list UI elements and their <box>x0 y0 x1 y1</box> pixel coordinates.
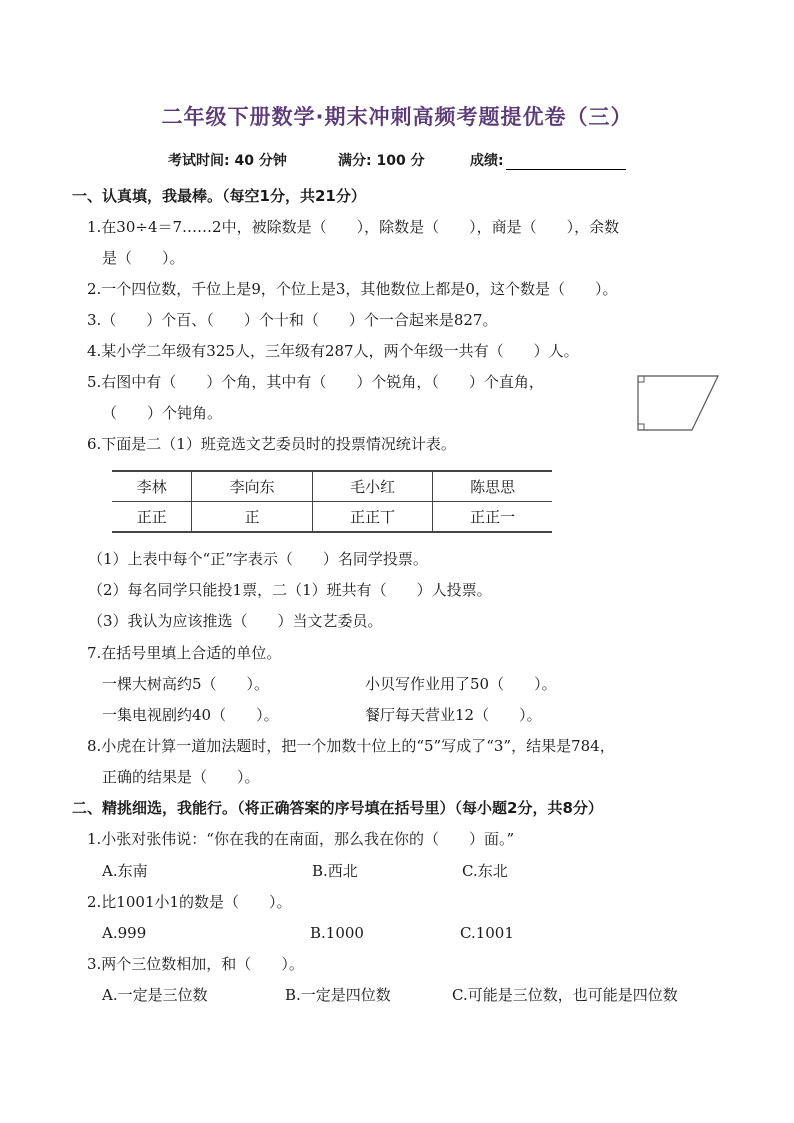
mc-q1: 1.小张对张伟说：“你在我的在南面，那么我在你的（ ）面。” <box>87 830 515 848</box>
table-row <box>112 502 552 533</box>
q6-sub3: （3）我认为应该推选（ ）当文艺委员。 <box>88 612 383 630</box>
q7-c: 一集电视剧约40（ ）。 <box>102 706 279 724</box>
mc-q2-option-c: C.1001 <box>460 924 514 942</box>
q7-a: 一棵大树高约5（ ）。 <box>102 675 270 693</box>
tally-cell: 正正丅 <box>312 502 432 533</box>
section1-heading: 一、认真填，我最棒。（每空1分，共21分） <box>72 187 366 205</box>
q6-sub2: （2）每名同学只能投1票，二（1）班共有（ ）人投票。 <box>88 581 492 599</box>
score-field <box>470 150 626 170</box>
tally-cell: 正正一 <box>433 502 552 533</box>
mc-q2-option-a: A.999 <box>102 924 147 942</box>
table-header-cell: 陈思思 <box>433 471 552 502</box>
table-header-row <box>112 471 552 502</box>
q7: 7.在括号里填上合适的单位。 <box>87 644 282 662</box>
mc-q3-option-c: C.可能是三位数，也可能是四位数 <box>452 986 678 1004</box>
q4: 4.某小学二年级有325人，三年级有287人，两个年级一共有（ ）人。 <box>87 342 579 360</box>
score-blank <box>506 155 626 170</box>
q7-d: 餐厅每天营业12（ ）。 <box>365 706 542 724</box>
vote-table <box>112 470 552 533</box>
q8-line1: 8.小虎在计算一道加法题时，把一个加数十位上的“5”写成了“3”，结果是784， <box>87 737 615 755</box>
q6: 6.下面是二（1）班竞选文艺委员时的投票情况统计表。 <box>87 435 456 453</box>
q5-line1: 5.右图中有（ ）个角，其中有（ ）个锐角，（ ）个直角， <box>87 373 544 391</box>
mc-q3-option-a: A.一定是三位数 <box>102 986 208 1004</box>
q5-line2: （ ）个钝角。 <box>102 404 223 422</box>
table-header-cell: 李林 <box>112 471 192 502</box>
trapezoid-figure <box>630 372 722 434</box>
score-label: 成绩: <box>470 153 504 169</box>
tally-cell: 正 <box>192 502 312 533</box>
full-score: 满分: 100 分 <box>338 153 425 169</box>
q2: 2.一个四位数，千位上是9，个位上是3，其他数位上都是0，这个数是（ ）。 <box>87 280 618 298</box>
mc-q2: 2.比1001小1的数是（ ）。 <box>87 893 292 911</box>
q1-line1: 1.在30÷4＝7……2中，被除数是（ ），除数是（ ），商是（ ），余数 <box>87 218 620 236</box>
mc-q1-option-b: B.西北 <box>312 862 358 880</box>
table-header-cell: 李向东 <box>192 471 312 502</box>
q6-sub1: （1）上表中每个“正”字表示（ ）名同学投票。 <box>88 550 428 568</box>
tally-cell: 正正 <box>112 502 192 533</box>
table-header-cell: 毛小红 <box>312 471 432 502</box>
mc-q3: 3.两个三位数相加，和（ ）。 <box>87 955 304 973</box>
page-title: 二年级下册数学·期末冲刺高频考题提优卷（三） <box>161 105 633 129</box>
mc-q1-option-c: C.东北 <box>462 862 508 880</box>
exam-time: 考试时间: 40 分钟 <box>168 153 287 169</box>
q1-line2: 是（ ）。 <box>102 249 185 267</box>
section2-heading: 二、精挑细选，我能行。（将正确答案的序号填在括号里）（每小题2分，共8分） <box>72 799 603 817</box>
mc-q1-option-a: A.东南 <box>102 862 148 880</box>
q8-line2: 正确的结果是（ ）。 <box>102 768 260 786</box>
mc-q2-option-b: B.1000 <box>310 924 364 942</box>
mc-q3-option-b: B.一定是四位数 <box>285 986 391 1004</box>
q7-b: 小贝写作业用了50（ ）。 <box>365 675 557 693</box>
q3: 3.（ ）个百、（ ）个十和（ ）个一合起来是827。 <box>87 311 498 329</box>
